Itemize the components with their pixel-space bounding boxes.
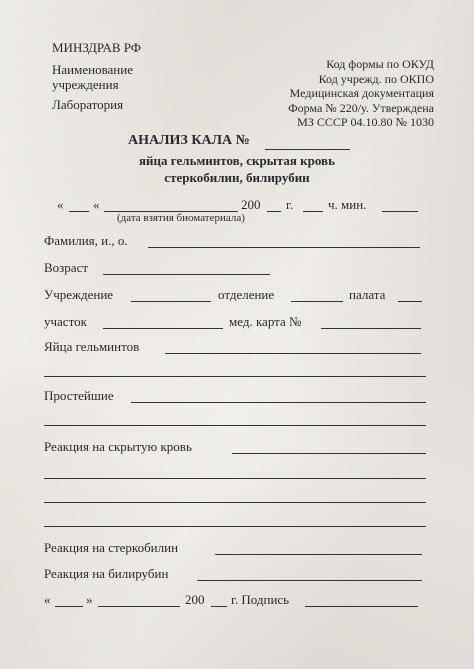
signature-year-line[interactable] bbox=[211, 606, 227, 607]
date-hour-line[interactable] bbox=[303, 211, 323, 212]
ward-label: палата bbox=[349, 287, 386, 302]
form-code-okud: Код формы по ОКУД bbox=[326, 57, 434, 71]
form-codes-block bbox=[288, 57, 434, 130]
form-code-approval: МЗ СССР 04.10.80 № 1030 bbox=[297, 115, 434, 129]
protozoa-input-line[interactable] bbox=[131, 402, 426, 403]
institution-label-line2: учреждения bbox=[52, 77, 119, 92]
ministry-label: МИНЗДРАВ РФ bbox=[52, 40, 142, 55]
occult-blood-input-line-2[interactable] bbox=[44, 478, 426, 479]
district-input-line[interactable] bbox=[103, 328, 223, 329]
age-label: Возраст bbox=[44, 260, 89, 275]
date-minute-line[interactable] bbox=[382, 211, 418, 212]
laboratory-label: Лаборатория bbox=[52, 97, 124, 112]
date-day-line[interactable] bbox=[69, 211, 89, 212]
department-label: отделение bbox=[218, 287, 275, 302]
occult-blood-input-line-3[interactable] bbox=[44, 502, 426, 503]
occult-blood-input-line[interactable] bbox=[232, 453, 426, 454]
signature-input-line[interactable] bbox=[305, 606, 418, 607]
age-input-line[interactable] bbox=[103, 274, 270, 275]
form-subtitle-line3: стеркобилин, билирубин bbox=[164, 170, 310, 185]
protozoa-input-line-2[interactable] bbox=[44, 425, 426, 426]
date-caption: (дата взятия биоматериала) bbox=[117, 212, 245, 224]
ward-input-line[interactable] bbox=[398, 301, 422, 302]
stercobilin-label: Реакция на стеркобилин bbox=[44, 540, 179, 555]
institution-field-label: Учреждение bbox=[44, 287, 114, 302]
surname-input-line[interactable] bbox=[148, 247, 420, 248]
form-title: АНАЛИЗ КАЛА № bbox=[128, 133, 250, 148]
signature-day-line[interactable] bbox=[55, 606, 83, 607]
district-label: участок bbox=[44, 314, 87, 329]
bilirubin-input-line[interactable] bbox=[197, 580, 422, 581]
protozoa-label: Простейшие bbox=[44, 388, 114, 403]
surname-label: Фамилия, и., о. bbox=[44, 233, 128, 248]
form-subtitle-line2: яйца гельминтов, скрытая кровь bbox=[139, 153, 335, 168]
helminth-eggs-input-line[interactable] bbox=[165, 353, 421, 354]
bilirubin-label: Реакция на билирубин bbox=[44, 566, 169, 581]
signature-year-prefix: 200 bbox=[185, 592, 205, 607]
occult-blood-input-line-4[interactable] bbox=[44, 526, 426, 527]
signature-month-line[interactable] bbox=[98, 606, 180, 607]
department-input-line[interactable] bbox=[291, 301, 343, 302]
med-card-label: мед. карта № bbox=[229, 314, 302, 329]
date-year-suffix: г. bbox=[286, 197, 294, 212]
date-year-line[interactable] bbox=[267, 211, 281, 212]
date-year-prefix: 200 bbox=[241, 197, 261, 212]
form-code-medical-doc: Медицинская документация bbox=[289, 86, 434, 100]
form-code-okpo: Код учрежд. по ОКПО bbox=[318, 71, 434, 86]
institution-input-line[interactable] bbox=[131, 301, 211, 302]
helminth-eggs-label: Яйца гельминтов bbox=[44, 339, 140, 354]
institution-label-line1: Наименование bbox=[52, 62, 133, 77]
occult-blood-label: Реакция на скрытую кровь bbox=[44, 439, 192, 454]
date-open-quote: « bbox=[57, 197, 64, 212]
helminth-eggs-input-line-2[interactable] bbox=[44, 376, 426, 377]
stercobilin-input-line[interactable] bbox=[215, 554, 422, 555]
signature-label: г. Подпись bbox=[231, 592, 290, 607]
form-number-line[interactable] bbox=[265, 149, 350, 150]
form-code-number: Форма № 220/у. Утверждена bbox=[288, 100, 434, 115]
signature-close-quote: » bbox=[86, 592, 93, 607]
med-card-input-line[interactable] bbox=[321, 328, 421, 329]
signature-open-quote: « bbox=[44, 592, 51, 607]
date-time-label: ч. мин. bbox=[328, 197, 367, 212]
date-close-quote: « bbox=[93, 197, 100, 212]
